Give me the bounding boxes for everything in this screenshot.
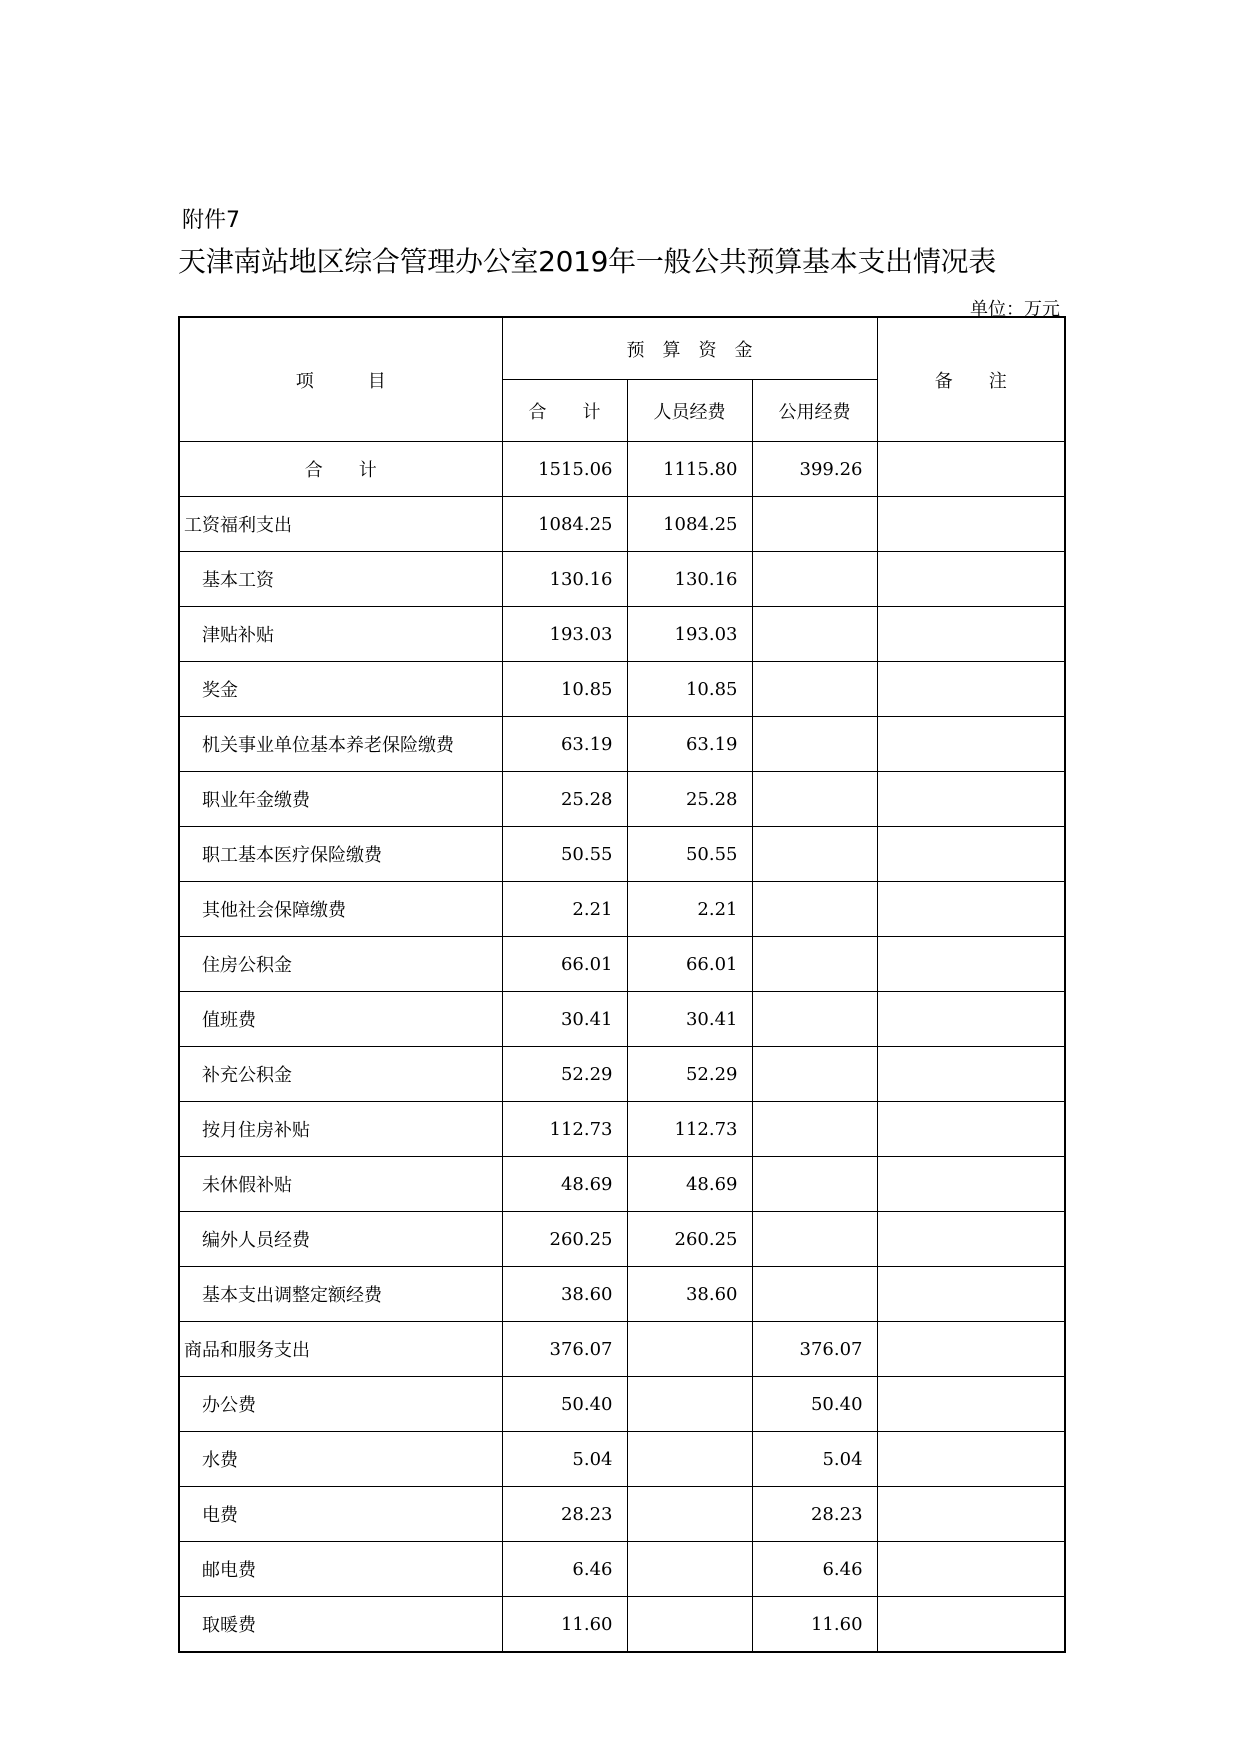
row-personnel: 260.25 [627, 1212, 752, 1267]
row-name: 基本工资 [179, 552, 502, 607]
row-personnel: 1084.25 [627, 497, 752, 552]
row-remark [877, 937, 1065, 992]
row-name: 工资福利支出 [179, 497, 502, 552]
row-name: 编外人员经费 [179, 1212, 502, 1267]
row-remark [877, 1597, 1065, 1653]
row-total: 48.69 [502, 1157, 627, 1212]
header-row [179, 317, 1065, 380]
row-remark [877, 497, 1065, 552]
row-personnel [627, 1542, 752, 1597]
table-row [179, 882, 1065, 937]
row-public: 28.23 [752, 1487, 877, 1542]
row-personnel [627, 1487, 752, 1542]
row-total: 1084.25 [502, 497, 627, 552]
row-name: 未休假补贴 [179, 1157, 502, 1212]
row-personnel: 1115.80 [627, 442, 752, 497]
row-personnel: 66.01 [627, 937, 752, 992]
row-remark [877, 1047, 1065, 1102]
row-public [752, 1047, 877, 1102]
row-public [752, 717, 877, 772]
row-personnel [627, 1597, 752, 1653]
row-personnel: 112.73 [627, 1102, 752, 1157]
table-row [179, 827, 1065, 882]
table-row [179, 1212, 1065, 1267]
row-public [752, 1157, 877, 1212]
header-public: 公用经费 [752, 380, 877, 442]
row-public [752, 497, 877, 552]
table-row [179, 717, 1065, 772]
row-name: 住房公积金 [179, 937, 502, 992]
attachment-label: 附件7 [182, 208, 240, 233]
row-name: 职工基本医疗保险缴费 [179, 827, 502, 882]
row-public [752, 607, 877, 662]
row-name: 取暖费 [179, 1597, 502, 1653]
row-name: 机关事业单位基本养老保险缴费 [179, 717, 502, 772]
table-row [179, 937, 1065, 992]
row-remark [877, 992, 1065, 1047]
row-remark [877, 662, 1065, 717]
row-total: 38.60 [502, 1267, 627, 1322]
row-total: 112.73 [502, 1102, 627, 1157]
row-remark [877, 607, 1065, 662]
row-total: 10.85 [502, 662, 627, 717]
table-row [179, 1047, 1065, 1102]
table-row [179, 662, 1065, 717]
row-total: 2.21 [502, 882, 627, 937]
row-public [752, 882, 877, 937]
row-total: 50.40 [502, 1377, 627, 1432]
row-total: 11.60 [502, 1597, 627, 1653]
row-public [752, 772, 877, 827]
row-total: 6.46 [502, 1542, 627, 1597]
row-public: 6.46 [752, 1542, 877, 1597]
row-personnel: 50.55 [627, 827, 752, 882]
row-name: 奖金 [179, 662, 502, 717]
row-name: 商品和服务支出 [179, 1322, 502, 1377]
header-item: 项 目 [179, 317, 502, 442]
row-public [752, 992, 877, 1047]
row-remark [877, 827, 1065, 882]
row-remark [877, 1267, 1065, 1322]
table-row [179, 772, 1065, 827]
row-personnel: 48.69 [627, 1157, 752, 1212]
row-remark [877, 1542, 1065, 1597]
row-name: 办公费 [179, 1377, 502, 1432]
row-total: 5.04 [502, 1432, 627, 1487]
table-row [179, 992, 1065, 1047]
row-personnel [627, 1377, 752, 1432]
row-total: 1515.06 [502, 442, 627, 497]
table-row [179, 552, 1065, 607]
table-row [179, 1322, 1065, 1377]
row-remark [877, 1157, 1065, 1212]
table-row [179, 1597, 1065, 1653]
row-remark [877, 552, 1065, 607]
row-name: 合 计 [179, 442, 502, 497]
row-remark [877, 772, 1065, 827]
table-row [179, 1157, 1065, 1212]
row-public: 50.40 [752, 1377, 877, 1432]
unit-label: 单位：万元 [970, 299, 1060, 320]
row-public: 11.60 [752, 1597, 877, 1653]
header-personnel: 人员经费 [627, 380, 752, 442]
row-total: 376.07 [502, 1322, 627, 1377]
row-remark [877, 1322, 1065, 1377]
row-public: 376.07 [752, 1322, 877, 1377]
header-budget-funds: 预 算 资 金 [502, 317, 877, 380]
page-title: 天津南站地区综合管理办公室2019年一般公共预算基本支出情况表 [178, 245, 996, 278]
row-name: 水费 [179, 1432, 502, 1487]
table-row [179, 1542, 1065, 1597]
row-total: 63.19 [502, 717, 627, 772]
row-personnel [627, 1432, 752, 1487]
table-row [179, 497, 1065, 552]
row-remark [877, 1377, 1065, 1432]
table-row [179, 607, 1065, 662]
table-row [179, 1102, 1065, 1157]
row-name: 按月住房补贴 [179, 1102, 502, 1157]
budget-table [178, 316, 1066, 1653]
row-name: 补充公积金 [179, 1047, 502, 1102]
table-row [179, 1377, 1065, 1432]
table-row [179, 1432, 1065, 1487]
row-public [752, 1212, 877, 1267]
row-total: 193.03 [502, 607, 627, 662]
row-name: 电费 [179, 1487, 502, 1542]
row-public [752, 1267, 877, 1322]
row-remark [877, 717, 1065, 772]
row-remark [877, 1432, 1065, 1487]
row-name: 值班费 [179, 992, 502, 1047]
row-personnel: 52.29 [627, 1047, 752, 1102]
row-personnel: 25.28 [627, 772, 752, 827]
table-row [179, 1487, 1065, 1542]
row-personnel: 10.85 [627, 662, 752, 717]
row-remark [877, 1102, 1065, 1157]
row-public [752, 1102, 877, 1157]
row-total: 25.28 [502, 772, 627, 827]
row-personnel [627, 1322, 752, 1377]
row-personnel: 2.21 [627, 882, 752, 937]
row-public: 5.04 [752, 1432, 877, 1487]
row-total: 66.01 [502, 937, 627, 992]
row-name: 津贴补贴 [179, 607, 502, 662]
row-remark [877, 1212, 1065, 1267]
row-public [752, 662, 877, 717]
row-total: 52.29 [502, 1047, 627, 1102]
table-row [179, 442, 1065, 497]
row-personnel: 193.03 [627, 607, 752, 662]
row-remark [877, 882, 1065, 937]
row-public [752, 827, 877, 882]
row-personnel: 38.60 [627, 1267, 752, 1322]
row-public [752, 552, 877, 607]
row-total: 30.41 [502, 992, 627, 1047]
row-personnel: 30.41 [627, 992, 752, 1047]
row-personnel: 63.19 [627, 717, 752, 772]
row-name: 邮电费 [179, 1542, 502, 1597]
row-personnel: 130.16 [627, 552, 752, 607]
header-remarks: 备 注 [877, 317, 1065, 442]
row-public [752, 937, 877, 992]
row-total: 260.25 [502, 1212, 627, 1267]
row-name: 其他社会保障缴费 [179, 882, 502, 937]
row-total: 28.23 [502, 1487, 627, 1542]
row-total: 130.16 [502, 552, 627, 607]
row-remark [877, 1487, 1065, 1542]
row-remark [877, 442, 1065, 497]
row-name: 职业年金缴费 [179, 772, 502, 827]
row-name: 基本支出调整定额经费 [179, 1267, 502, 1322]
header-total: 合 计 [502, 380, 627, 442]
table-row [179, 1267, 1065, 1322]
row-public: 399.26 [752, 442, 877, 497]
row-total: 50.55 [502, 827, 627, 882]
